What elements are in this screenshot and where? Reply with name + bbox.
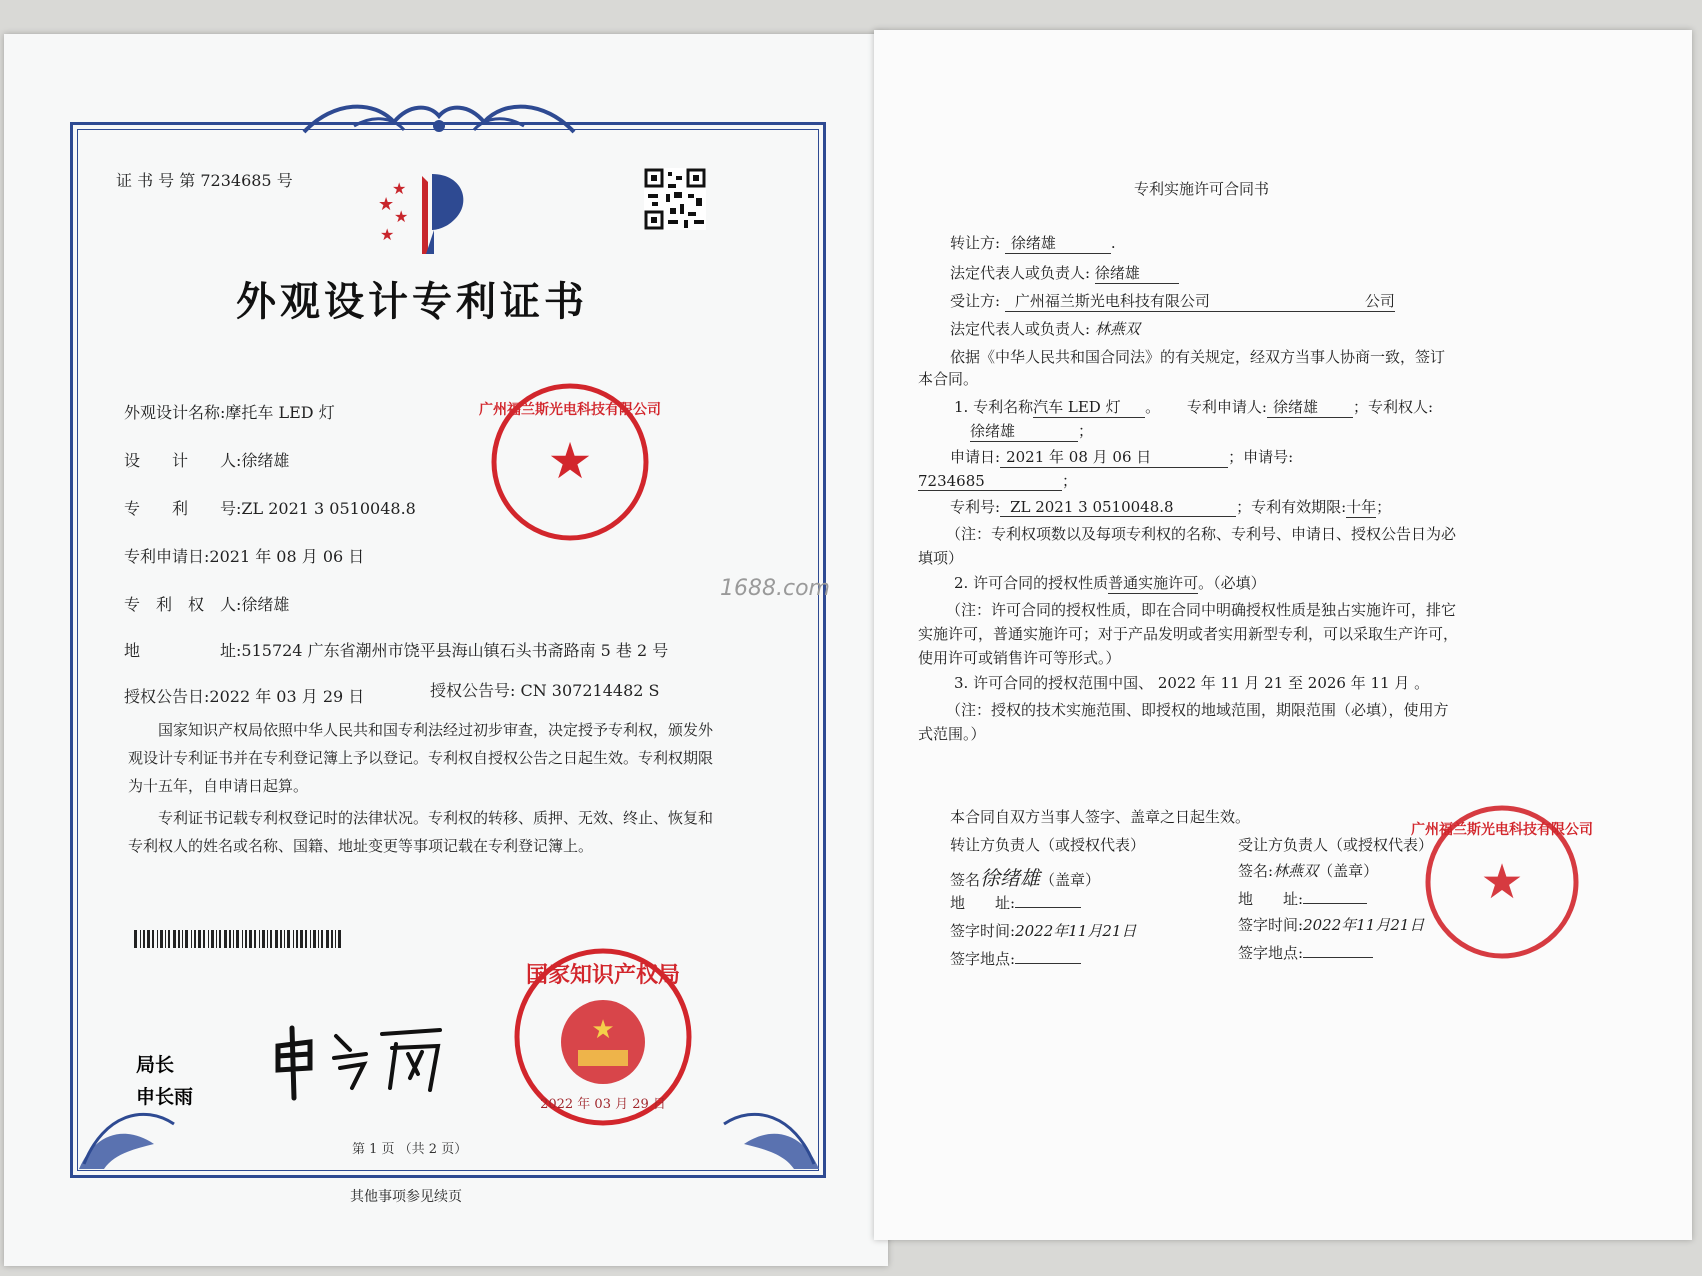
transferee-address-line xyxy=(1238,888,1367,909)
label: 1. 专利名称 xyxy=(954,398,1034,416)
barcode-bar xyxy=(331,930,333,948)
label: 签字时间: xyxy=(950,922,1016,940)
field-patent-number xyxy=(124,496,416,519)
barcode-bar xyxy=(267,930,268,948)
barcode-bar xyxy=(338,930,341,948)
contract-intro: 依据《中华人民共和国合同法》的有关规定，经双方当事人协商一致，签订本合同。 xyxy=(918,348,1446,388)
field-address xyxy=(124,638,668,661)
barcode-bar xyxy=(236,930,239,948)
transferor-sign-line xyxy=(950,862,1100,891)
director-title: 局长 xyxy=(136,1054,175,1076)
contract-company-seal xyxy=(1411,802,1593,962)
field-label: 专 利 号: xyxy=(124,499,242,518)
item1-line1: 1. 专利名称汽车 LED 灯 。 专利申请人: 徐绪雄 ；专利权人: xyxy=(954,398,1434,416)
barcode-bar xyxy=(185,930,188,948)
watermark: 1688.com xyxy=(720,576,830,601)
note3: （注：授权的技术实施范围、即授权的地域范围，期限范围（必填），使用方式范围。） xyxy=(918,701,1449,743)
transferee-rep-signature: 林燕双 xyxy=(1094,320,1140,338)
transferee-line xyxy=(950,290,1395,312)
license-type-value: 普通实施许可 xyxy=(1108,574,1199,592)
item1-line2: 徐绪雄 ； xyxy=(970,422,1094,440)
field-value: 摩托车 LED 灯 xyxy=(225,403,335,422)
certificate-number: 证 书 号 第 7234685 号 xyxy=(116,171,293,190)
transferor-place-line xyxy=(950,948,1081,969)
barcode-bar xyxy=(321,930,323,948)
field-application-date xyxy=(124,544,364,567)
barcode-bar xyxy=(168,930,170,948)
field-label: 授权公告日: xyxy=(124,687,210,706)
barcode-bar xyxy=(300,930,303,948)
field-label: 设 计 人: xyxy=(124,451,242,470)
barcode-bar xyxy=(233,930,234,948)
grant-paragraph: 国家知识产权局依照中华人民共和国专利法经过初步审查，决定授予专利权，颁发外观设计专利证书并在专利登记簿上予以登记。专利权自授权公告之日起生效。专利权期限为十五年，自申请日起算。 xyxy=(128,721,714,795)
barcode-bar xyxy=(182,930,183,948)
field-value: 徐绪雄 xyxy=(241,451,290,470)
company-seal xyxy=(479,380,661,544)
barcode-bar xyxy=(157,930,158,948)
barcode-bar xyxy=(275,930,278,948)
application-number-value: 7234685 xyxy=(918,472,1062,491)
transferor-value: 徐绪雄 xyxy=(1005,232,1111,254)
svg-text:广州福兰斯光电科技有限公司: 广州福兰斯光电科技有限公司 xyxy=(1411,822,1593,838)
label: 签名: xyxy=(1238,862,1274,880)
label: 签名 xyxy=(950,871,981,889)
label: 签字地点: xyxy=(1238,944,1304,962)
label: 申请号: xyxy=(1243,448,1294,466)
barcode-bar xyxy=(242,930,243,948)
license-contract xyxy=(874,30,1692,1240)
field-designer xyxy=(124,448,289,471)
transferee-value: 广州福兰斯光电科技有限公司 xyxy=(1014,292,1210,310)
transferee-sign-line xyxy=(1238,860,1378,881)
barcode-bar xyxy=(335,930,336,948)
barcode-bar xyxy=(280,930,282,948)
barcode-bar xyxy=(134,930,137,948)
corner-ornament-right xyxy=(714,1094,824,1174)
label: 签字地点: xyxy=(950,950,1016,968)
field-value: 2021 年 08 月 06 日 xyxy=(209,547,365,566)
barcode-bar xyxy=(203,930,205,948)
field-label: 专 利 权 人: xyxy=(124,595,242,614)
label: 专利号: xyxy=(950,498,1001,516)
transferee-sign-date: 2022年11月21日 xyxy=(1303,916,1425,934)
transferor-line: 转让方: 徐绪雄 . xyxy=(950,234,1116,252)
item1-line3: 申请日: 2021 年 08 月 06 日 ；申请号: xyxy=(950,448,1294,466)
barcode-bar xyxy=(284,930,285,948)
barcode-bar xyxy=(194,930,196,948)
barcode-bar xyxy=(270,930,272,948)
director-signature xyxy=(270,1024,450,1104)
barcode-bar xyxy=(326,930,329,948)
svg-text:国家知识产权局: 国家知识产权局 xyxy=(525,963,681,988)
barcode-bar xyxy=(198,930,201,948)
field-value: 2022 年 03 月 29 日 xyxy=(209,687,365,706)
note2: （注：许可合同的授权性质，即在合同中明确授权性质是独占实施许可，排它实施许可，普通实施许可；对于产品发明或者实用新型专利，可以采取生产许可，使用许可或销售许可等形式。） xyxy=(918,601,1459,667)
label: 地 址: xyxy=(950,894,1016,912)
transferee-place-line xyxy=(1238,942,1373,963)
svg-text:★: ★ xyxy=(378,194,395,215)
field-value: 515724 广东省潮州市饶平县海山镇石头书斋路南 5 巷 2 号 xyxy=(241,641,669,660)
director-name: 申长雨 xyxy=(136,1086,194,1108)
label: 专利权人: xyxy=(1367,398,1434,416)
field-grant-date xyxy=(124,684,364,707)
transferor-time-line xyxy=(950,920,1136,941)
qr-code xyxy=(644,168,706,230)
barcode-bar xyxy=(313,930,316,948)
barcode-bar xyxy=(249,930,252,948)
barcode-bar xyxy=(143,930,145,948)
barcode-bar xyxy=(208,930,209,948)
field-value: 徐绪雄 xyxy=(241,595,290,614)
barcode-bar xyxy=(259,930,260,948)
barcode-bar xyxy=(229,930,231,948)
item1-line4: 7234685 ； xyxy=(918,472,1078,490)
field-patentee xyxy=(124,592,289,615)
barcode-bar xyxy=(293,930,294,948)
office-seal-date: 2022 年 03 月 29 日 xyxy=(540,1097,666,1112)
contract-title: 专利实施许可合同书 xyxy=(1134,180,1270,198)
barcode-bar xyxy=(160,930,163,948)
barcode-bar xyxy=(173,930,176,948)
barcode-bar xyxy=(152,930,154,948)
transferee-signature: 林燕双 xyxy=(1273,862,1319,880)
label: 专利有效期限: xyxy=(1251,498,1347,516)
transferor-signature: 徐绪雄 xyxy=(980,866,1041,890)
barcode-bar xyxy=(147,930,150,948)
label: 签字时间: xyxy=(1238,916,1304,934)
svg-text:★: ★ xyxy=(394,207,409,226)
certificate-title: 外观设计专利证书 xyxy=(236,279,588,325)
transferor-sign-header: 转让方负责人（或授权代表） xyxy=(950,836,1146,854)
barcode-bar xyxy=(318,930,319,948)
transferee-field xyxy=(1005,290,1395,312)
patent-certificate xyxy=(4,34,888,1266)
label: 地 址: xyxy=(1238,890,1304,908)
label: 2. 许可合同的授权性质 xyxy=(954,574,1109,592)
barcode-bar xyxy=(140,930,141,948)
barcode-bar xyxy=(219,930,221,948)
label: 专利申请人: xyxy=(1186,398,1267,416)
label: 法定代表人或负责人: xyxy=(950,320,1091,338)
field-design-name xyxy=(124,400,335,423)
barcode xyxy=(134,930,344,950)
field-label: 专利申请日: xyxy=(124,547,210,566)
barcode-bar xyxy=(191,930,192,948)
patent-name-value: 汽车 LED 灯 xyxy=(1033,396,1145,418)
barcode-bar xyxy=(211,930,214,948)
barcode-bar xyxy=(216,930,217,948)
field-value: ZL 2021 3 0510048.8 xyxy=(241,499,416,518)
label: 受让方: xyxy=(950,292,1001,310)
label: 申请日: xyxy=(950,448,1001,466)
transferee-sign-header: 受让方负责人（或授权代表） xyxy=(1238,836,1434,854)
effective-clause: 本合同自双方当事人签字、盖章之日起生效。 xyxy=(950,808,1251,826)
svg-text:★: ★ xyxy=(392,179,407,198)
barcode-bar xyxy=(165,930,166,948)
barcode-bar xyxy=(224,930,227,948)
item3: 3. 许可合同的授权范围中国、 2022 年 11 月 21 至 2026 年 11 月 。 xyxy=(954,674,1430,692)
transferee-time-line xyxy=(1238,914,1424,935)
top-ornament xyxy=(294,96,584,144)
transferor-sign-date: 2022年11月21日 xyxy=(1015,922,1137,940)
barcode-bar xyxy=(245,930,247,948)
svg-text:★: ★ xyxy=(547,432,593,490)
barcode-bar xyxy=(287,930,290,948)
label: （盖章） xyxy=(1040,871,1101,889)
page-number: 第 1 页 （共 2 页） xyxy=(352,1142,468,1157)
office-seal xyxy=(512,946,694,1128)
transferor-address-line xyxy=(950,892,1081,913)
continuation-note: 其他事项参见续页 xyxy=(350,1189,462,1205)
cnipa-logo-icon xyxy=(374,170,474,260)
barcode-bar xyxy=(254,930,256,948)
patent-number-value: ZL 2021 3 0510048.8 xyxy=(1000,498,1236,517)
note1: （注：专利权项数以及每项专利权的名称、专利号、申请日、授权公告日为必填项） xyxy=(918,525,1457,567)
barcode-bar xyxy=(305,930,307,948)
transferee-rep-line xyxy=(950,318,1140,339)
item1-line5: 专利号: ZL 2021 3 0510048.8 ；专利有效期限:十年； xyxy=(950,498,1392,516)
svg-text:★: ★ xyxy=(1480,854,1524,910)
transferee-suffix: 公司 xyxy=(1364,292,1395,310)
applicant-value: 徐绪雄 xyxy=(1267,396,1353,418)
label: （盖章） xyxy=(1318,862,1379,880)
barcode-bar xyxy=(310,930,311,948)
svg-text:★: ★ xyxy=(380,225,395,244)
label: 法定代表人或负责人: xyxy=(950,264,1091,282)
record-paragraph: 专利证书记载专利权登记时的法律状况。专利权的转移、质押、无效、终止、恢复和专利权人的姓名或名称、国籍、地址变更等事项记载在专利登记簿上。 xyxy=(128,809,714,855)
application-date-value: 2021 年 08 月 06 日 xyxy=(1000,446,1228,468)
transferor-rep-value: 徐绪雄 xyxy=(1095,262,1179,284)
barcode-bar xyxy=(296,930,298,948)
item2 xyxy=(954,572,1266,594)
barcode-bar xyxy=(178,930,180,948)
term-value: 十年 xyxy=(1346,498,1377,516)
barcode-bar xyxy=(262,930,265,948)
svg-text:广州福兰斯光电科技有限公司: 广州福兰斯光电科技有限公司 xyxy=(479,402,661,418)
label: 。（必填） xyxy=(1198,574,1266,592)
announcement-number: 授权公告号: CN 307214482 S xyxy=(430,681,660,700)
field-label: 地 址: xyxy=(124,641,242,660)
field-label: 外观设计名称: xyxy=(124,403,226,422)
svg-text:★: ★ xyxy=(591,1015,615,1045)
label: 转让方: xyxy=(950,234,1001,252)
transferor-rep-line xyxy=(950,262,1179,284)
holder-value: 徐绪雄 xyxy=(970,420,1078,442)
